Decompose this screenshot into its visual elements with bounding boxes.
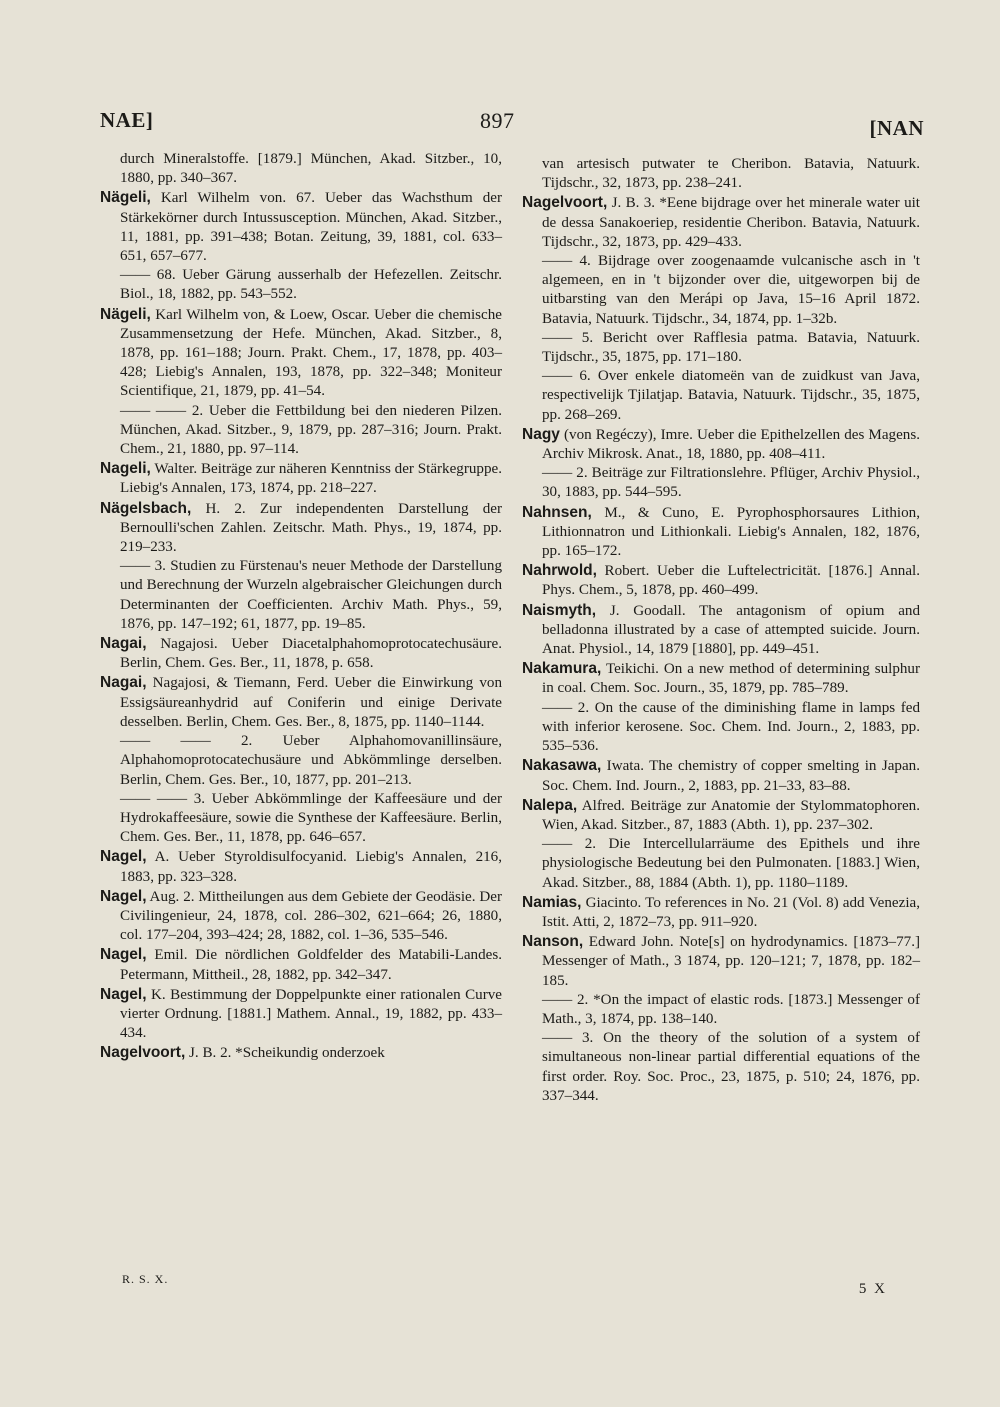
author-name: Nägeli, <box>100 189 151 207</box>
entry-text: Nagajosi. Ueber Diacetalphahomoprotocatechusäure. Berlin, Chem. Ges. Ber., 11, 1878, p. 658. <box>120 636 502 672</box>
bib-entry <box>100 402 502 460</box>
bib-entry <box>522 756 920 795</box>
entry-text: —— 68. Ueber Gärung ausserhalb der Hefezellen. Zeitschr. Biol., 18, 1882, pp. 543–552. <box>120 267 502 303</box>
author-name: Naismyth, <box>522 601 597 619</box>
author-name: Nägeli, <box>100 305 151 323</box>
entry-text: Edward John. Note[s] on hydrodynamics. [1873–77.] Messenger of Math., 3 1874, pp. 120–121; 7, 1878, pp. 182–185. <box>542 934 920 989</box>
gathering-mark: 5 X <box>858 1281 887 1297</box>
author-name: Nagel, <box>100 848 147 866</box>
bib-entry <box>522 561 920 600</box>
entry-text: Alfred. Beiträge zur Anatomie der Stylommatophoren. Wien, Akad. Sitzber., 87, 1883 (Abth. 1), pp. 237–302. <box>542 797 920 833</box>
bib-entry <box>100 634 502 673</box>
author-name: Nagai, <box>100 674 147 692</box>
author-name: Nägelsbach, <box>100 499 192 517</box>
entry-text: van artesisch putwater te Cheribon. Batavia, Natuurk. Tijdschr., 32, 1873, pp. 238–241. <box>542 156 920 192</box>
author-name: Nakasawa, <box>522 757 602 775</box>
entry-text: J. B. 2. *Scheikundig onderzoek <box>185 1045 385 1062</box>
left-column <box>100 150 502 1064</box>
bib-entry <box>522 464 920 502</box>
entry-text: H. 2. Zur independenten Darstellung der Bernoulli'schen Zahlen. Zeitschr. Math. Phys., 19, 1874, pp. 219–233. <box>120 500 502 556</box>
entry-text: Karl Wilhelm von, & Loew, Oscar. Ueber die chemische Zusammensetzung der Hefe. München, Akad. Sitzber., 8, 1878, pp. 161–188; Journ. Prakt. Chem., 17, 1878, pp. 403–428; Liebig's Annalen, 193, 1878, pp. 322–348; Moniteur Scientifique, 21, 1879, pp. 41–54. <box>120 306 502 400</box>
entry-text: Nagajosi, & Tiemann, Ferd. Ueber die Einwirkung von Essigsäureanhydrid auf Coniferin und einige Derivate desselben. Berlin, Chem. Ges. Ber., 8, 1875, pp. 1140–1144. <box>120 675 502 730</box>
entry-text: —— —— 2. Ueber die Fettbildung bei den niederen Pilzen. München, Akad. Sitzber., 9, 1879, pp. 287–316; Journ. Prakt. Chem., 21, 1880, pp. 97–114. <box>120 402 502 458</box>
entry-text: —— 4. Bijdrage over zoogenaamde vulcanische asch in 't algemeen, en in 't bijzonder over die, uitgeworpen bij de uitbarsting van den Merápi op Java, 15–16 April 1872. Batavia, Natuurk. Tijdschr., 34, 1874, pp. 1–32b. <box>542 253 920 327</box>
author-name: Nageli, <box>100 460 151 478</box>
bib-entry <box>100 499 502 558</box>
bib-entry <box>522 1029 920 1106</box>
entry-text: Giacinto. To references in No. 21 (Vol. 8) add Venezia, Istit. Atti, 2, 1872–73, pp. 911–920. <box>542 894 920 930</box>
running-head-right: [NAN <box>869 116 924 140</box>
entry-text: —— 2. *On the impact of elastic rods. [1873.] Messenger of Math., 3, 1874, pp. 138–140. <box>542 991 920 1027</box>
entry-text: Walter. Beiträge zur näheren Kenntniss der Stärkegruppe. Liebig's Annalen, 173, 1874, pp. 218–227. <box>120 461 502 497</box>
entry-text: Aug. 2. Mittheilungen aus dem Gebiete der Geodäsie. Der Civilingenieur, 24, 1878, col. 286–302, 621–664; 26, 1880, col. 177–204, 393–424; 28, 1882, col. 1–36, 535–546. <box>120 888 502 944</box>
bib-entry <box>522 699 920 757</box>
bib-entry <box>100 732 502 790</box>
entry-text: —— 3. On the theory of the solution of a system of simultaneous non-linear partial differential equations of the first order. Roy. Soc. Proc., 23, 1875, p. 510; 24, 1876, pp. 337–344. <box>542 1030 920 1104</box>
author-name: Nanson, <box>522 933 584 951</box>
bib-entry <box>100 847 502 886</box>
author-name: Nagy <box>522 425 560 443</box>
bib-entry <box>522 329 920 367</box>
right-column <box>522 155 920 1106</box>
entry-text: K. Bestimmung der Doppelpunkte einer rationalen Curve vierter Ordnung. [1881.] Mathem. Annal., 19, 1882, pp. 433–434. <box>120 986 502 1042</box>
bib-entry <box>100 188 502 266</box>
entry-text: durch Mineralstoffe. [1879.] München, Akad. Sitzber., 10, 1880, pp. 340–367. <box>120 151 502 187</box>
author-name: Nahrwold, <box>522 562 597 580</box>
bib-entry <box>522 991 920 1029</box>
entry-text: —— 2. Die Intercellularräume des Epithels und ihre physiologische Bedeutung bei den Pulmonaten. [1883.] Wien, Akad. Sitzber., 88, 1884 (Abth. 1), pp. 1180–1189. <box>542 836 920 891</box>
entry-text: —— 2. Beiträge zur Filtrationslehre. Pflüger, Archiv Physiol., 30, 1883, pp. 544–595. <box>542 465 920 501</box>
bib-entry <box>522 503 920 562</box>
entry-text: J. B. 3. *Eene bijdrage over het minerale water uit de dessa Sanakoeriep, residentie Cheribon. Batavia, Natuurk. Tijdschr., 32, 1873, pp. 429–433. <box>542 195 920 250</box>
entry-text: —— 5. Bericht over Rafflesia patma. Batavia, Natuurk. Tijdschr., 35, 1875, pp. 171–180. <box>542 329 920 366</box>
bib-entry <box>100 985 502 1044</box>
entry-text: Robert. Ueber die Luftelectricität. [1876.] Annal. Phys. Chem., 5, 1878, pp. 460–499. <box>542 563 920 599</box>
running-head-left: NAE] <box>100 108 154 132</box>
bib-entry <box>100 459 502 498</box>
bib-entry <box>100 305 502 402</box>
bib-entry <box>522 193 920 252</box>
bib-entry <box>100 266 502 304</box>
entry-text: —— 2. On the cause of the diminishing flame in lamps fed with inferior kerosene. Soc. Chem. Ind. Journ., 2, 1883, pp. 535–536. <box>542 699 920 755</box>
bib-entry <box>100 887 502 946</box>
author-name: Nagel, <box>100 887 147 905</box>
page-number: 897 <box>480 108 515 133</box>
bib-entry <box>522 932 920 991</box>
author-name: Nagelvoort, <box>100 1044 186 1062</box>
bib-entry <box>522 367 920 425</box>
author-name: Nagel, <box>100 946 147 964</box>
author-name: Nagelvoort, <box>522 194 608 212</box>
bib-entry <box>522 893 920 932</box>
author-name: Nagel, <box>100 985 147 1003</box>
author-name: Namias, <box>522 893 582 911</box>
entry-text: Teikichi. On a new method of determining sulphur in coal. Chem. Soc. Journ., 35, 1879, pp. 785–789. <box>542 661 920 697</box>
bib-entry <box>522 601 920 660</box>
author-name: Nagai, <box>100 635 147 653</box>
entry-text: —— —— 2. Ueber Alphahomovanillinsäure, Alphahomoprotocatechusäure und Abkömmlinge derselben. Berlin, Chem. Ges. Ber., 10, 1877, pp. 201–213. <box>120 733 502 788</box>
entry-text: —— 6. Over enkele diatomeën van de zuidkust van Java, respectivelijk Tjilatjap. Batavia, Natuurk. Tijdschr., 35, 1875, pp. 268–269. <box>542 368 920 423</box>
bib-entry <box>100 1043 502 1063</box>
bib-entry <box>100 945 502 984</box>
entry-text: (von Regéczy), Imre. Ueber die Epithelzellen des Magens. Archiv Mikrosk. Anat., 18, 1880, pp. 408–411. <box>542 426 920 463</box>
bib-entry <box>522 796 920 835</box>
entry-text: Emil. Die nördlichen Goldfelder des Matabili-Landes. Petermann, Mittheil., 28, 1882, pp. 342–347. <box>120 947 502 983</box>
entry-text: M., & Cuno, E. Pyrophosphorsaures Lithion, Lithionnatron und Lithionkali. Liebig's Annalen, 182, 1876, pp. 165–172. <box>542 504 920 560</box>
entry-text: —— 3. Studien zu Fürstenau's neuer Methode der Darstellung und Berechnung der Wurzeln algebraischer Gleichungen durch Determinanten der Coefficienten. Archiv Math. Phys., 59, 1876, pp. 147–192; 61, 1877, pp. 19–85. <box>120 558 502 632</box>
bib-entry <box>522 155 920 193</box>
entry-text: —— —— 3. Ueber Abkömmlinge der Kaffeesäure und der Hydrokaffeesäure, sowie die Synthese der Kaffeesäure. Berlin, Chem. Ges. Ber., 11, 1878, pp. 646–657. <box>120 790 502 846</box>
signature-mark: R. S. X. <box>122 1272 169 1286</box>
entry-text: A. Ueber Styroldisulfocyanid. Liebig's Annalen, 216, 1883, pp. 323–328. <box>120 849 502 885</box>
bib-entry <box>522 252 920 329</box>
entry-text: Iwata. The chemistry of copper smelting in Japan. Soc. Chem. Ind. Journ., 2, 1883, pp. 21–33, 83–88. <box>542 758 920 794</box>
author-name: Nalepa, <box>522 796 578 814</box>
bib-entry <box>100 673 502 732</box>
bib-entry <box>522 659 920 698</box>
entry-text: J. Goodall. The antagonism of opium and belladonna illustrated by a case of attempted suicide. Journ. Anat. Physiol., 14, 1879 [1880], pp. 449–451. <box>542 602 920 658</box>
author-name: Nahnsen, <box>522 503 592 521</box>
entry-text: Karl Wilhelm von. 67. Ueber das Wachsthum der Stärkekörner durch Intussusception. München, Akad. Sitzber., 11, 1881, pp. 391–438; Botan. Zeitung, 39, 1881, col. 633–651, 657–677. <box>120 190 502 265</box>
bib-entry <box>100 150 502 188</box>
author-name: Nakamura, <box>522 660 602 678</box>
bib-entry <box>100 790 502 848</box>
bib-entry <box>522 425 920 464</box>
bib-entry <box>522 835 920 893</box>
bib-entry <box>100 557 502 634</box>
